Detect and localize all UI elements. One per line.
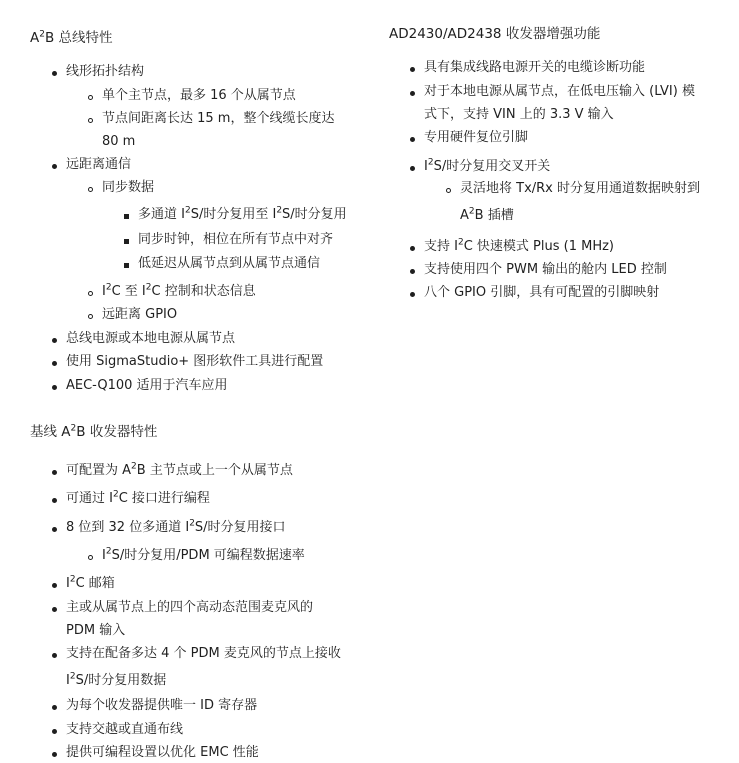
list-item: $I^2C$ 邮箱 — [66, 574, 115, 591]
bullet-square — [124, 239, 129, 244]
list-item: 远距离通信 — [66, 157, 132, 172]
list-item: 支持 $I^2C$ 快速模式 Plus (1 MHz) — [424, 237, 615, 254]
list-item: 支持在配备多达 4 个 PDM 麦克风的节点上接收 — [66, 646, 341, 661]
bullet-dot — [52, 729, 57, 734]
list-item: 使用 SigmaStudio+ 图形软件工具进行配置 — [66, 354, 324, 369]
list-item-continuation: $I^2S/$时分复用数据 — [66, 671, 167, 688]
list-item: 多通道 $I^2S/$时分复用至 $I^2S/$时分复用 — [138, 205, 347, 222]
list-item: 单个主节点，最多 16 个从属节点 — [102, 88, 296, 103]
list-item: 具有集成线路电源开关的电缆诊断功能 — [424, 60, 646, 75]
list-item: $I^2C$ 至 $I^2C$ 控制和状态信息 — [102, 282, 256, 299]
list-item: 提供可编程设置以优化 EMC 性能 — [66, 745, 259, 760]
list-item: 主或从属节点上的四个高动态范围麦克风的 — [66, 600, 314, 615]
bullet-dot — [52, 385, 57, 390]
baseline-transceiver-features-heading: 基线 $A^2B$ 收发器特性 — [30, 423, 158, 440]
bullet-dot — [52, 527, 57, 532]
bullet-dot — [52, 470, 57, 475]
list-item: $I^2S/$时分复用/PDM 可编程数据速率 — [102, 546, 305, 563]
list-item: 8 位到 32 位多通道 $I^2S/$时分复用接口 — [66, 518, 286, 535]
bullet-dot — [410, 292, 415, 297]
list-item-continuation: PDM 输入 — [66, 623, 126, 638]
bullet-dot — [52, 164, 57, 169]
list-item-continuation: 式下，支持 VIN 上的 3.3 V 输入 — [424, 107, 614, 122]
transceiver-enhancements-heading: AD2430/AD2438 收发器增强功能 — [389, 26, 601, 42]
list-item: 八个 GPIO 引脚，具有可配置的引脚映射 — [424, 285, 660, 300]
list-item: 可通过 $I^2C$ 接口进行编程 — [66, 489, 210, 506]
bullet-square — [124, 263, 129, 268]
bullet-circle — [446, 188, 451, 193]
bullet-dot — [52, 752, 57, 757]
bullet-circle — [88, 555, 93, 560]
list-item: 可配置为 $A^2B$ 主节点或上一个从属节点 — [66, 461, 293, 478]
bullet-dot — [52, 498, 57, 503]
list-item: 节点间距离长达 15 m，整个线缆长度达 — [102, 111, 335, 126]
a2b-bus-features-heading: $A^2B$ 总线特性 — [30, 29, 113, 46]
bullet-dot — [410, 269, 415, 274]
bullet-dot — [52, 361, 57, 366]
list-item: AEC-Q100 适用于汽车应用 — [66, 378, 228, 393]
bullet-dot — [52, 338, 57, 343]
bullet-dot — [52, 705, 57, 710]
bullet-dot — [52, 583, 57, 588]
list-item: 专用硬件复位引脚 — [424, 130, 529, 145]
bullet-dot — [410, 67, 415, 72]
list-item-continuation: 80 m — [102, 134, 136, 149]
bullet-circle — [88, 314, 93, 319]
list-item: 同步时钟，相位在所有节点中对齐 — [138, 232, 334, 247]
list-item: 灵活地将 Tx/Rx 时分复用通道数据映射到 — [460, 181, 701, 196]
list-item: 对于本地电源从属节点，在低电压输入 (LVI) 模 — [424, 84, 695, 99]
bullet-dot — [52, 71, 57, 76]
bullet-circle — [88, 118, 93, 123]
bullet-dot — [52, 607, 57, 612]
list-item: 线形拓扑结构 — [66, 64, 145, 79]
bullet-circle — [88, 187, 93, 192]
list-item: 支持使用四个 PWM 输出的舱内 LED 控制 — [424, 262, 667, 277]
bullet-square — [124, 214, 129, 219]
bullet-dot — [410, 137, 415, 142]
bullet-dot — [410, 166, 415, 171]
list-item-continuation: $A^2B$ 插槽 — [460, 206, 514, 223]
bullet-circle — [88, 291, 93, 296]
list-item: 同步数据 — [102, 180, 155, 195]
bullet-dot — [410, 246, 415, 251]
list-item: 远距离 GPIO — [102, 307, 178, 322]
bullet-circle — [88, 95, 93, 100]
list-item: 低延迟从属节点到从属节点通信 — [138, 256, 321, 271]
list-item: 为每个收发器提供唯一 ID 寄存器 — [66, 698, 258, 713]
list-item: 支持交越或直通布线 — [66, 722, 184, 737]
bullet-dot — [52, 653, 57, 658]
list-item: $I^2S/$时分复用交叉开关 — [424, 157, 551, 174]
list-item: 总线电源或本地电源从属节点 — [66, 331, 236, 346]
bullet-dot — [410, 91, 415, 96]
